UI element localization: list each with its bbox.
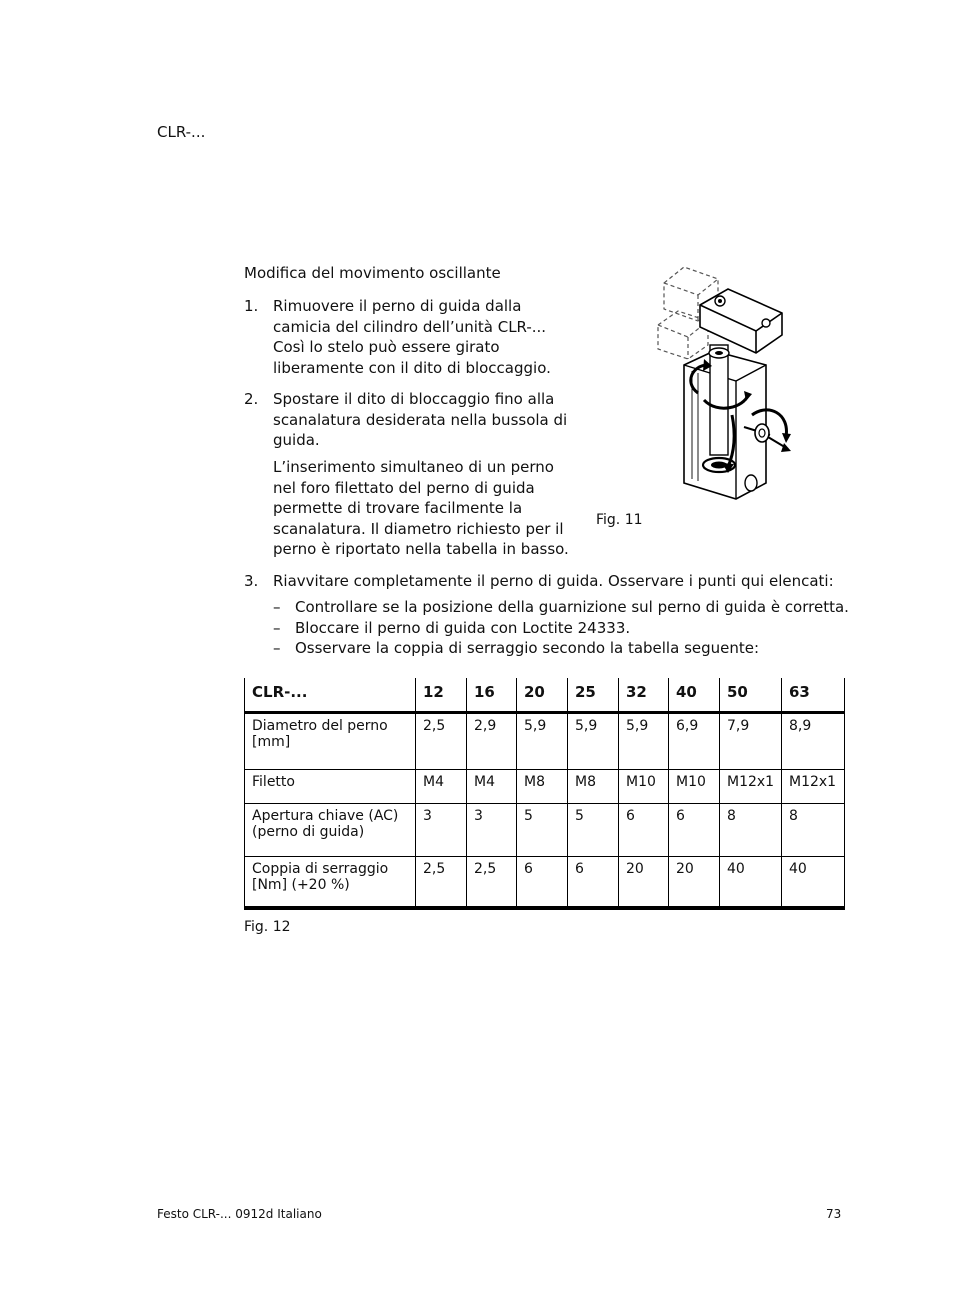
bullet-dash: –: [273, 618, 281, 637]
column-header: 25: [568, 678, 619, 713]
table-cell: M12x1: [782, 770, 845, 804]
specification-table: [244, 678, 845, 910]
row-label: Coppia di serraggio [Nm] (+20 %): [245, 857, 416, 909]
table-cell: 6: [517, 857, 568, 909]
table-cell: 5,9: [619, 713, 669, 770]
step-text: Riavvitare completamente il perno di guida. Osservare i punti qui elencati:: [273, 572, 834, 590]
table-row: [245, 713, 845, 770]
table-cell: M8: [568, 770, 619, 804]
table-cell: 40: [782, 857, 845, 909]
figure-12-caption: Fig. 12: [244, 919, 291, 935]
table-cell: 3: [467, 804, 517, 857]
row-label: Apertura chiave (AC) (perno di guida): [245, 804, 416, 857]
section-title: Modifica del movimento oscillante: [244, 264, 501, 282]
table-row: [245, 857, 845, 909]
table-cell: M12x1: [720, 770, 782, 804]
bullet-text: Controllare se la posizione della guarnizione sul perno di guida è corretta.: [295, 598, 849, 616]
table-cell: 7,9: [720, 713, 782, 770]
table-cell: 6: [669, 804, 720, 857]
page-number: 73: [826, 1207, 842, 1221]
column-header: 12: [416, 678, 467, 713]
header-product: CLR-...: [157, 123, 206, 141]
table-cell: 5,9: [568, 713, 619, 770]
column-header: 50: [720, 678, 782, 713]
table-cell: 3: [416, 804, 467, 857]
table-cell: 8: [782, 804, 845, 857]
step-text: Rimuovere il perno di guida dalla camicia del cilindro dell’unità CLR-... Così lo stelo può essere girato liberamente con il dito di bloccaggio.: [273, 297, 551, 377]
table-cell: M4: [467, 770, 517, 804]
table-cell: 20: [619, 857, 669, 909]
table-cell: 40: [720, 857, 782, 909]
table-cell: 2,5: [416, 857, 467, 909]
bullet-text: Osservare la coppia di serraggio secondo la tabella seguente:: [295, 639, 760, 657]
step-text: Spostare il dito di bloccaggio fino alla scanalatura desiderata nella bussola di guida.: [273, 390, 568, 449]
table-cell: 8,9: [782, 713, 845, 770]
table-header-row: [245, 678, 845, 713]
clamp-cylinder-illustration: [648, 265, 793, 505]
column-header: 20: [517, 678, 568, 713]
table-row: [245, 804, 845, 857]
footer-document-id: Festo CLR-... 0912d Italiano: [157, 1207, 322, 1221]
table-cell: M10: [619, 770, 669, 804]
column-header: 40: [669, 678, 720, 713]
table-cell: M8: [517, 770, 568, 804]
column-header: 63: [782, 678, 845, 713]
table-cell: 20: [669, 857, 720, 909]
step-number: 3.: [244, 572, 259, 590]
figure-11-caption: Fig. 11: [596, 512, 643, 528]
table-cell: 5: [517, 804, 568, 857]
table-cell: 2,9: [467, 713, 517, 770]
table-cell: 2,5: [416, 713, 467, 770]
table-cell: 6: [619, 804, 669, 857]
column-header: 16: [467, 678, 517, 713]
step-number: 1.: [244, 297, 259, 315]
table-cell: 5,9: [517, 713, 568, 770]
row-label: Diametro del perno [mm]: [245, 713, 416, 770]
table-cell: 6: [568, 857, 619, 909]
column-header: 32: [619, 678, 669, 713]
step-number: 2.: [244, 390, 259, 408]
bullet-text: Bloccare il perno di guida con Loctite 24333.: [295, 618, 631, 637]
bullet-dash: –: [273, 598, 281, 616]
step-note: L’inserimento simultaneo di un perno nel foro filettato del perno di guida permette di trovare facilmente la scanalatura. Il diametro richiesto per il perno è riportato nella tabella in basso.: [273, 458, 569, 558]
table-cell: M4: [416, 770, 467, 804]
table-cell: M10: [669, 770, 720, 804]
row-label: Filetto: [245, 770, 416, 804]
table-row: [245, 770, 845, 804]
table-cell: 5: [568, 804, 619, 857]
column-header: CLR-...: [245, 678, 416, 713]
table-cell: 8: [720, 804, 782, 857]
clamp-cylinder-drawing: [648, 265, 793, 505]
bullet-dash: –: [273, 639, 281, 657]
table-cell: 2,5: [467, 857, 517, 909]
table-cell: 6,9: [669, 713, 720, 770]
